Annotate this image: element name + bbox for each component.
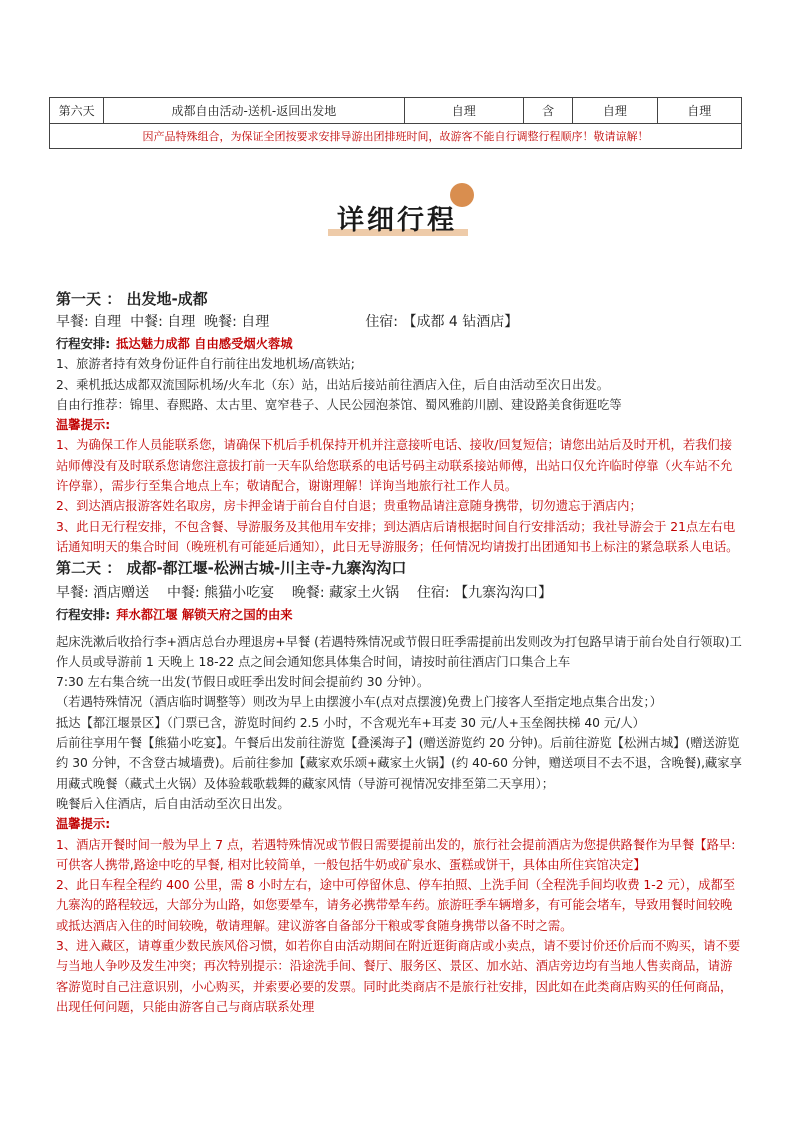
breakfast-cell: 自理 <box>404 98 524 124</box>
heading-title: 详细行程 <box>337 205 457 236</box>
table-row <box>50 124 742 149</box>
day1-meals-text: 早餐: 自理 中餐: 自理 晚餐: 自理 <box>56 314 270 330</box>
day1-line: 2、乘机抵达成都双流国际机场/火车北（东）站，出站后接站前往酒店入住，后自由活动至次日出发。 <box>56 377 610 392</box>
day1-title: 第一天 ： 出发地-成都 <box>56 290 208 308</box>
hotel-cell: 自理 <box>657 98 741 124</box>
day2-line: 起床洗漱后收拾行李+酒店总台办理退房+早餐 (若遇特殊情况或节假日旺季需提前出发则改为打包路早请于前台处自行领取)工作人员或导游前 1 天晚上 18-22 点之间会通知您具体集合时间，请按时前往酒店门口集合上车 <box>56 634 742 669</box>
day2-tips-label: 温馨提示: <box>56 817 111 832</box>
day2-line: 抵达【都江堰景区】（门票已含，游览时间约 2.5 小时，不含观光车+耳麦 30 元/人+玉垒阁扶梯 40 元/人） <box>56 715 645 730</box>
day2-line: 晚餐后入住酒店，后自由活动至次日出发。 <box>56 796 290 811</box>
day1-arrange <box>56 334 744 354</box>
day2-tip: 3、进入藏区，请尊重少数民族风俗习惯，如若你自由活动期间在附近逛街商店或小卖点，请不要讨价还价后而不购买，请不要与当地人争吵及发生冲突；再次特别提示：沿途洗手间、餐厅、服务区、景区、加水站、酒店旁边均有当地人售卖商品，请游客游览时自己注意识别，小心购买，并索要必要的发票。同时此类商店不是旅行社安排，因此如在此类商店购买的任何商品，出现任何问题，只能由游客自己与商店联系处理 <box>56 939 741 1014</box>
dinner-cell: 自理 <box>573 98 657 124</box>
section-heading <box>0 198 794 237</box>
table-row <box>50 98 742 124</box>
day1-tip: 2、到达酒店报游客姓名取房，房卡押金请于前台自付自退；贵重物品请注意随身携带，切勿遗忘于酒店内； <box>56 499 642 514</box>
day1-tip: 3、此日无行程安排，不包含餐、导游服务及其他用车安排；到达酒店后请根据时间自行安排活动；我社导游会于 21点左右电话通知明天的集合时间（晚班机有可能延后通知），此日无导游服务；任何情况均请拨打出团通知书上标注的紧急联系人电话。 <box>56 519 739 554</box>
day2-arrange-theme: 拜水都江堰 解锁天府之国的由来 <box>116 608 293 623</box>
day1-arrange-label: 行程安排: <box>56 337 111 351</box>
day1-tip: 1、为确保工作人员能联系您，请确保下机后手机保持开机并注意接听电话、接收/回复短信；请您出站后及时开机，若我们接站师傅没有及时联系您请您注意拔打前一天车队给您联系的电话号码主动联系接站师傅，出站口仅允许临时停靠（火车站不允许停靠），需步行至集合地点上车；敬请配合，谢谢理解！详询当地旅行社工作人员。 <box>56 438 733 494</box>
day-cell: 第六天 <box>50 98 104 124</box>
activity-cell: 成都自由活动-送机-返回出发地 <box>104 98 404 124</box>
day1-meals <box>56 310 744 334</box>
day1-tips-label: 温馨提示: <box>56 418 111 433</box>
day2-tip: 1、酒店开餐时间一般为早上 7 点，若遇特殊情况或节假日需要提前出发的，旅行社会提前酒店为您提供路餐作为早餐【路早:可供客人携带,路途中吃的早餐, 相对比较简单，一般包括牛奶或矿泉水、蛋糕或饼干，具体由所住宾馆决定】 <box>56 837 736 872</box>
day1-arrange-theme: 抵达魅力成都 自由感受烟火蓉城 <box>116 337 293 351</box>
day2-arrange <box>56 605 744 625</box>
day2-title: 第二天 ： 成都-都江堰-松洲古城-川主寺-九寨沟沟口 <box>56 559 407 578</box>
day2-tip: 2、此日车程全程约 400 公里，需 8 小时左右，途中可停留休息、停车拍照、上洗手间（全程洗手间均收费 1-2 元），成都至九寨沟的路程较远，大部分为山路，如您要晕车，请务必携带晕车药。旅游旺季车辆增多，有可能会堵车，导致用餐时间较晚或抵达酒店入住的时间较晚，敬请理解。建议游客自备部分干粮或零食随身携带以备不时之需。 <box>56 878 736 933</box>
itinerary-content <box>56 288 744 1017</box>
day1-line: 1、旅游者持有效身份证件自行前往出发地机场/高铁站; <box>56 357 355 372</box>
day1-stay: 住宿: 【成都 4 钻酒店】 <box>365 314 519 330</box>
itinerary-table <box>49 97 742 149</box>
day1-line: 自由行推荐：锦里、春熙路、太古里、宽窄巷子、人民公园泡茶馆、蜀风雅韵川剧、建设路美食街逛吃等 <box>56 397 622 412</box>
day2-line: （若遇特殊情况（酒店临时调整等）则改为早上由摆渡小车(点对点摆渡)免费上门接客人至指定地点集合出发；） <box>56 695 662 710</box>
notice-cell: 因产品特殊组合，为保证全团按要求安排导游出团排班时间，故游客不能自行调整行程顺序！敬请谅解！ <box>50 124 742 149</box>
lunch-cell: 含 <box>524 98 573 124</box>
day2-line: 7:30 左右集合统一出发(节假日或旺季出发时间会提前约 30 分钟）。 <box>56 675 430 690</box>
day2-arrange-label: 行程安排: <box>56 608 111 623</box>
day2-line: 后前往享用午餐【熊猫小吃宴】。午餐后出发前往游览【叠溪海子】(赠送游览约 20 分钟)。后前往游览【松洲古城】(赠送游览约 30 分钟，不含登古城墙费)。后前往参加【藏家欢乐颂+藏家土火锅】(约 40-60 分钟，赠送项目不去不退，含晚餐),藏家享用藏式晚餐（藏式土火锅）及体验载歌载舞的藏家风情（导游可视情况安排至第二天享用）； <box>56 736 742 791</box>
day2-meals: 早餐: 酒店赠送 中餐: 熊猫小吃宴 晚餐: 藏家土火锅 住宿: 【九寨沟沟口】 <box>56 585 553 602</box>
